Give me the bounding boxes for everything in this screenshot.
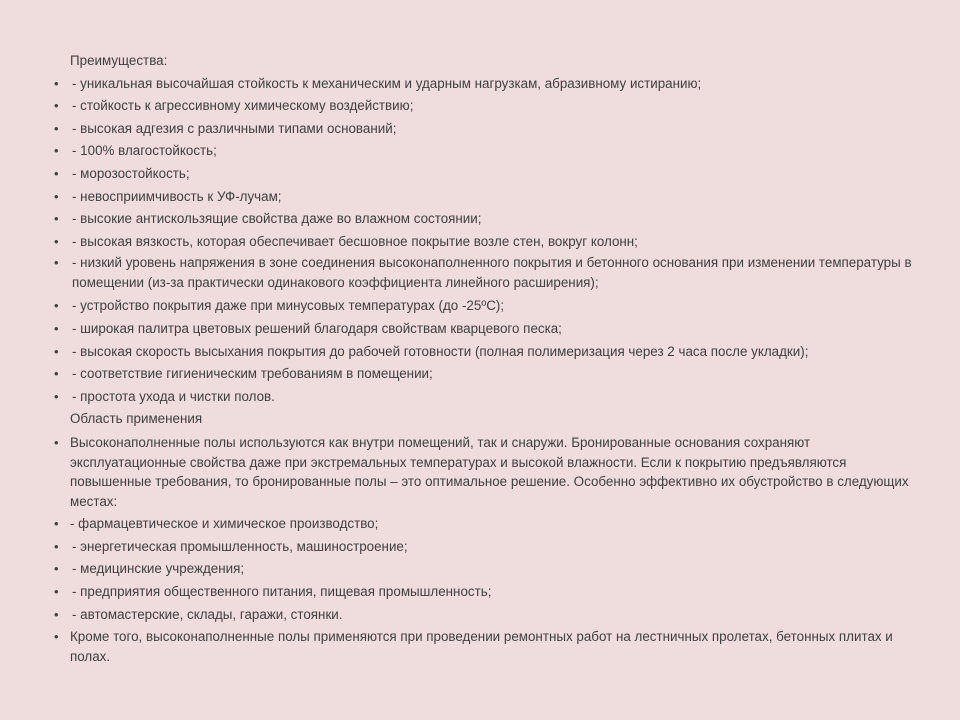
bullet-icon: • — [54, 343, 59, 359]
list-item: • - фармацевтическое и химическое производство; — [52, 513, 912, 536]
bullet-icon: • — [54, 434, 59, 450]
bullet-icon: • — [54, 143, 59, 159]
list-item: • - предприятия общественного питания, пищевая промышленность; — [52, 581, 912, 604]
bullet-icon: • — [54, 606, 59, 622]
bullet-icon: • — [54, 120, 59, 136]
list-item: • - 100% влагостойкость; — [52, 140, 912, 163]
advantages-heading: Преимущества: — [70, 53, 168, 68]
bullet-icon: • — [54, 629, 59, 645]
list-item: • - уникальная высочайшая стойкость к механическим и ударным нагрузкам, абразивному истиранию; — [52, 73, 912, 96]
bullet-icon: • — [54, 561, 59, 577]
bullet-icon: • — [54, 75, 59, 91]
list-item: • - высокая вязкость, которая обеспечивает бесшовное покрытие возле стен, вокруг колонн; — [52, 231, 912, 254]
list-item: • - медицинские учреждения; — [52, 558, 912, 581]
bullet-icon: • — [54, 584, 59, 600]
bullet-icon: • — [54, 388, 59, 404]
list-item: • - высокие антискользящие свойства даже во влажном состоянии; — [52, 208, 912, 231]
application-intro: • Высоконаполненные полы используются как внутри помещений, так и снаружи. Бронированные основания сохраняют эксплуатационные свойства даже при экстремальных температурах и высокой влажности. Если к покрытию предъявляются повышенные требования, то бронированные полы – это оптимальное решение. Особенно эффективно их обустройство в следующих местах: — [54, 434, 909, 509]
list-item: • - широкая палитра цветовых решений благодаря свойствам кварцевого песка; — [52, 318, 912, 341]
bullet-icon: • — [54, 255, 59, 271]
list-item: • - морозостойкость; — [52, 163, 912, 186]
slide-content — [52, 50, 912, 668]
list-item: • - невосприимчивость к УФ-лучам; — [52, 186, 912, 209]
bullet-icon: • — [54, 188, 59, 204]
list-item: • - соответствие гигиеническим требованиям в помещении; — [52, 363, 912, 386]
list-item: • - энергетическая промышленность, машиностроение; — [52, 536, 912, 559]
bullet-icon: • — [54, 298, 59, 314]
list-item: • - стойкость к агрессивному химическому воздействию; — [52, 95, 912, 118]
list-item: • - высокая адгезия с различными типами оснований; — [52, 118, 912, 141]
bullet-icon: • — [54, 516, 59, 532]
bullet-icon: • — [54, 211, 59, 227]
bullet-icon: • — [54, 538, 59, 554]
bullet-icon: • — [54, 165, 59, 181]
application-outro: • Кроме того, высоконаполненные полы применяются при проведении ремонтных работ на лестничных пролетах, бетонных плитах и полах. — [54, 629, 893, 664]
bullet-icon: • — [54, 320, 59, 336]
bullet-icon: • — [54, 366, 59, 382]
list-item: • - низкий уровень напряжения в зоне соединения высоконаполненного покрытия и бетонного основания при изменении температуры в помещении (из-за практически одинакового коэффициента линейного расширения); — [54, 255, 912, 291]
application-heading: Область применения — [70, 411, 203, 427]
list-item: • - автомастерские, склады, гаражи, стоянки. — [52, 604, 912, 627]
bullet-icon: • — [54, 98, 59, 114]
list-item: • - устройство покрытия даже при минусовых температурах (до -25ºС); — [52, 295, 912, 318]
list-item: • - высокая скорость высыхания покрытия до рабочей готовности (полная полимеризация через 2 часа после укладки); — [52, 341, 912, 364]
bullet-icon: • — [54, 233, 59, 249]
list-item: • - простота ухода и чистки полов. — [52, 386, 912, 409]
